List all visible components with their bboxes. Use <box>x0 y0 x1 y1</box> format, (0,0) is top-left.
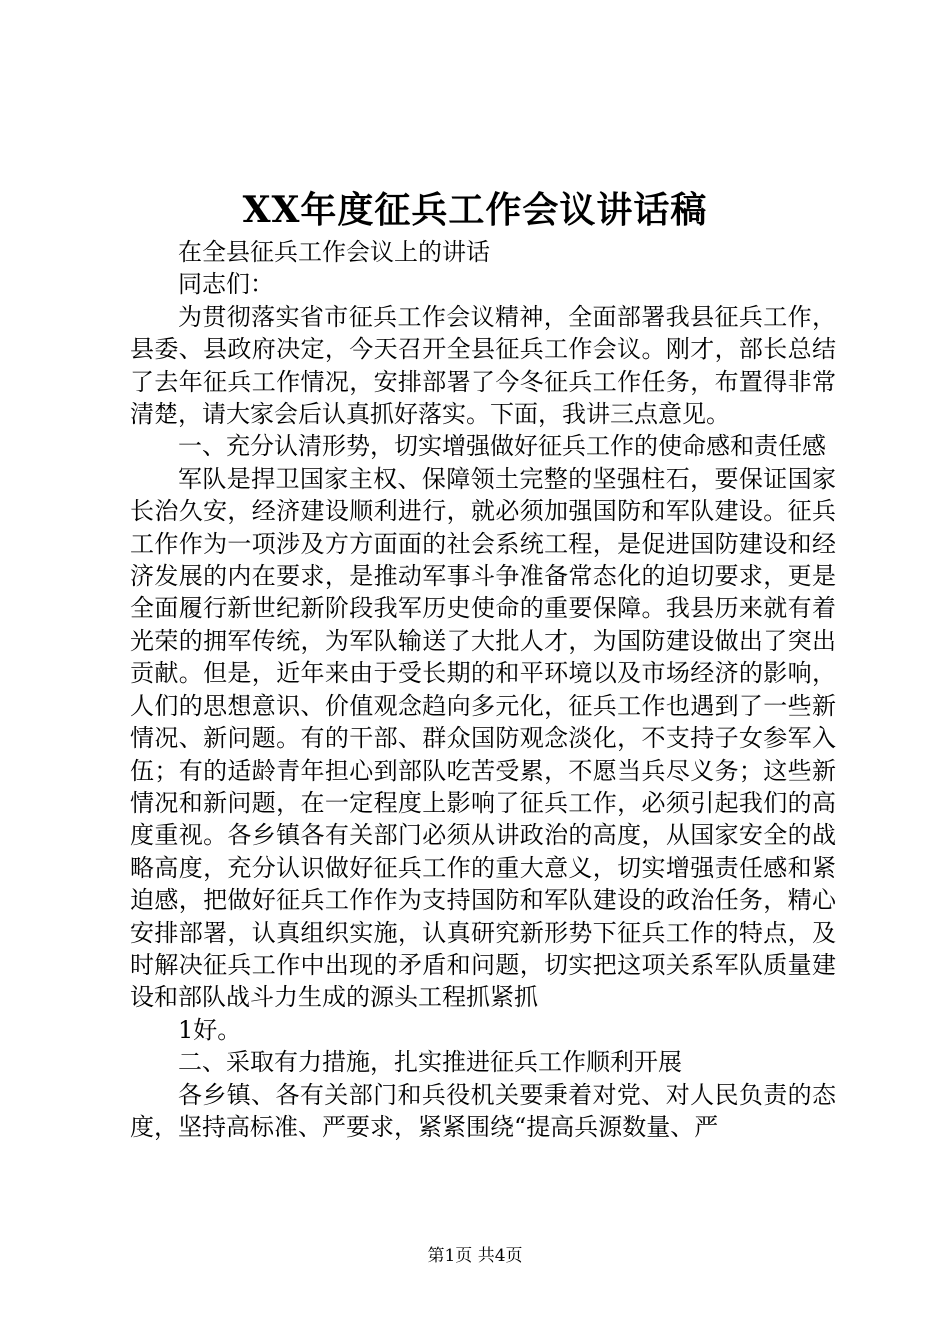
paragraph: 在全县征兵工作会议上的讲话 <box>178 238 490 266</box>
document-body <box>130 236 836 1143</box>
page-footer: 第1页 共4页 <box>427 1246 523 1266</box>
paragraph: 1好。 <box>178 1015 242 1044</box>
section-heading: 一、充分认清形势，切实增强做好征兵工作的使命感和责任感 <box>178 432 826 461</box>
paragraph: 各乡镇、各有关部门和兵役机关要秉着对党、对人民负责的态度，坚持高标准、严要求，紧紧围绕“提高兵源数量、严 <box>130 1080 836 1141</box>
paragraph: 军队是捍卫国家主权、保障领土完整的坚强柱石，要保证国家长治久安，经济建设顺利进行，就必须加强国防和军队建设。征兵工作作为一项涉及方方面面的社会系统工程，是促进国防建设和经济发展的内在要求，是推动军事斗争准备常态化的迫切要求，更是全面履行新世纪新阶段我军历史使命的重要保障。我县历来就有着光荣的拥军传统，为军队输送了大批人才，为国防建设做出了突出贡献。但是，近年来由于受长期的和平环境以及市场经济的影响，人们的思想意识、价值观念趋向多元化，征兵工作也遇到了一些新情况、新问题。有的干部、群众国防观念淡化，不支持子女参军入伍；有的适龄青年担心到部队吃苦受累，不愿当兵尽义务；这些新情况和新问题，在一定程度上影响了征兵工作，必须引起我们的高度重视。各乡镇各有关部门必须从讲政治的高度，从国家安全的战略高度，充分认识做好征兵工作的重大意义，切实增强责任感和紧迫感，把做好征兵工作作为支持国防和军队建设的政治任务，精心安排部署，认真组织实施，认真研究新形势下征兵工作的特点，及时解决征兵工作中出现的矛盾和问题，切实把这项关系军队质量建设和部队战斗力生成的源头工程抓紧抓 <box>130 464 836 1012</box>
paragraph: 为贯彻落实省市征兵工作会议精神，全面部署我县征兵工作，县委、县政府决定，今天召开全县征兵工作会议。刚才，部长总结了去年征兵工作情况，安排部署了今冬征兵工作任务，布置得非常清楚，请大家会后认真抓好落实。下面，我讲三点意见。 <box>130 302 836 429</box>
document-title: XX年度征兵工作会议讲话稿 <box>242 189 708 231</box>
paragraph: 同志们： <box>178 270 274 299</box>
section-heading: 二、采取有力措施，扎实推进征兵工作顺利开展 <box>178 1048 682 1077</box>
